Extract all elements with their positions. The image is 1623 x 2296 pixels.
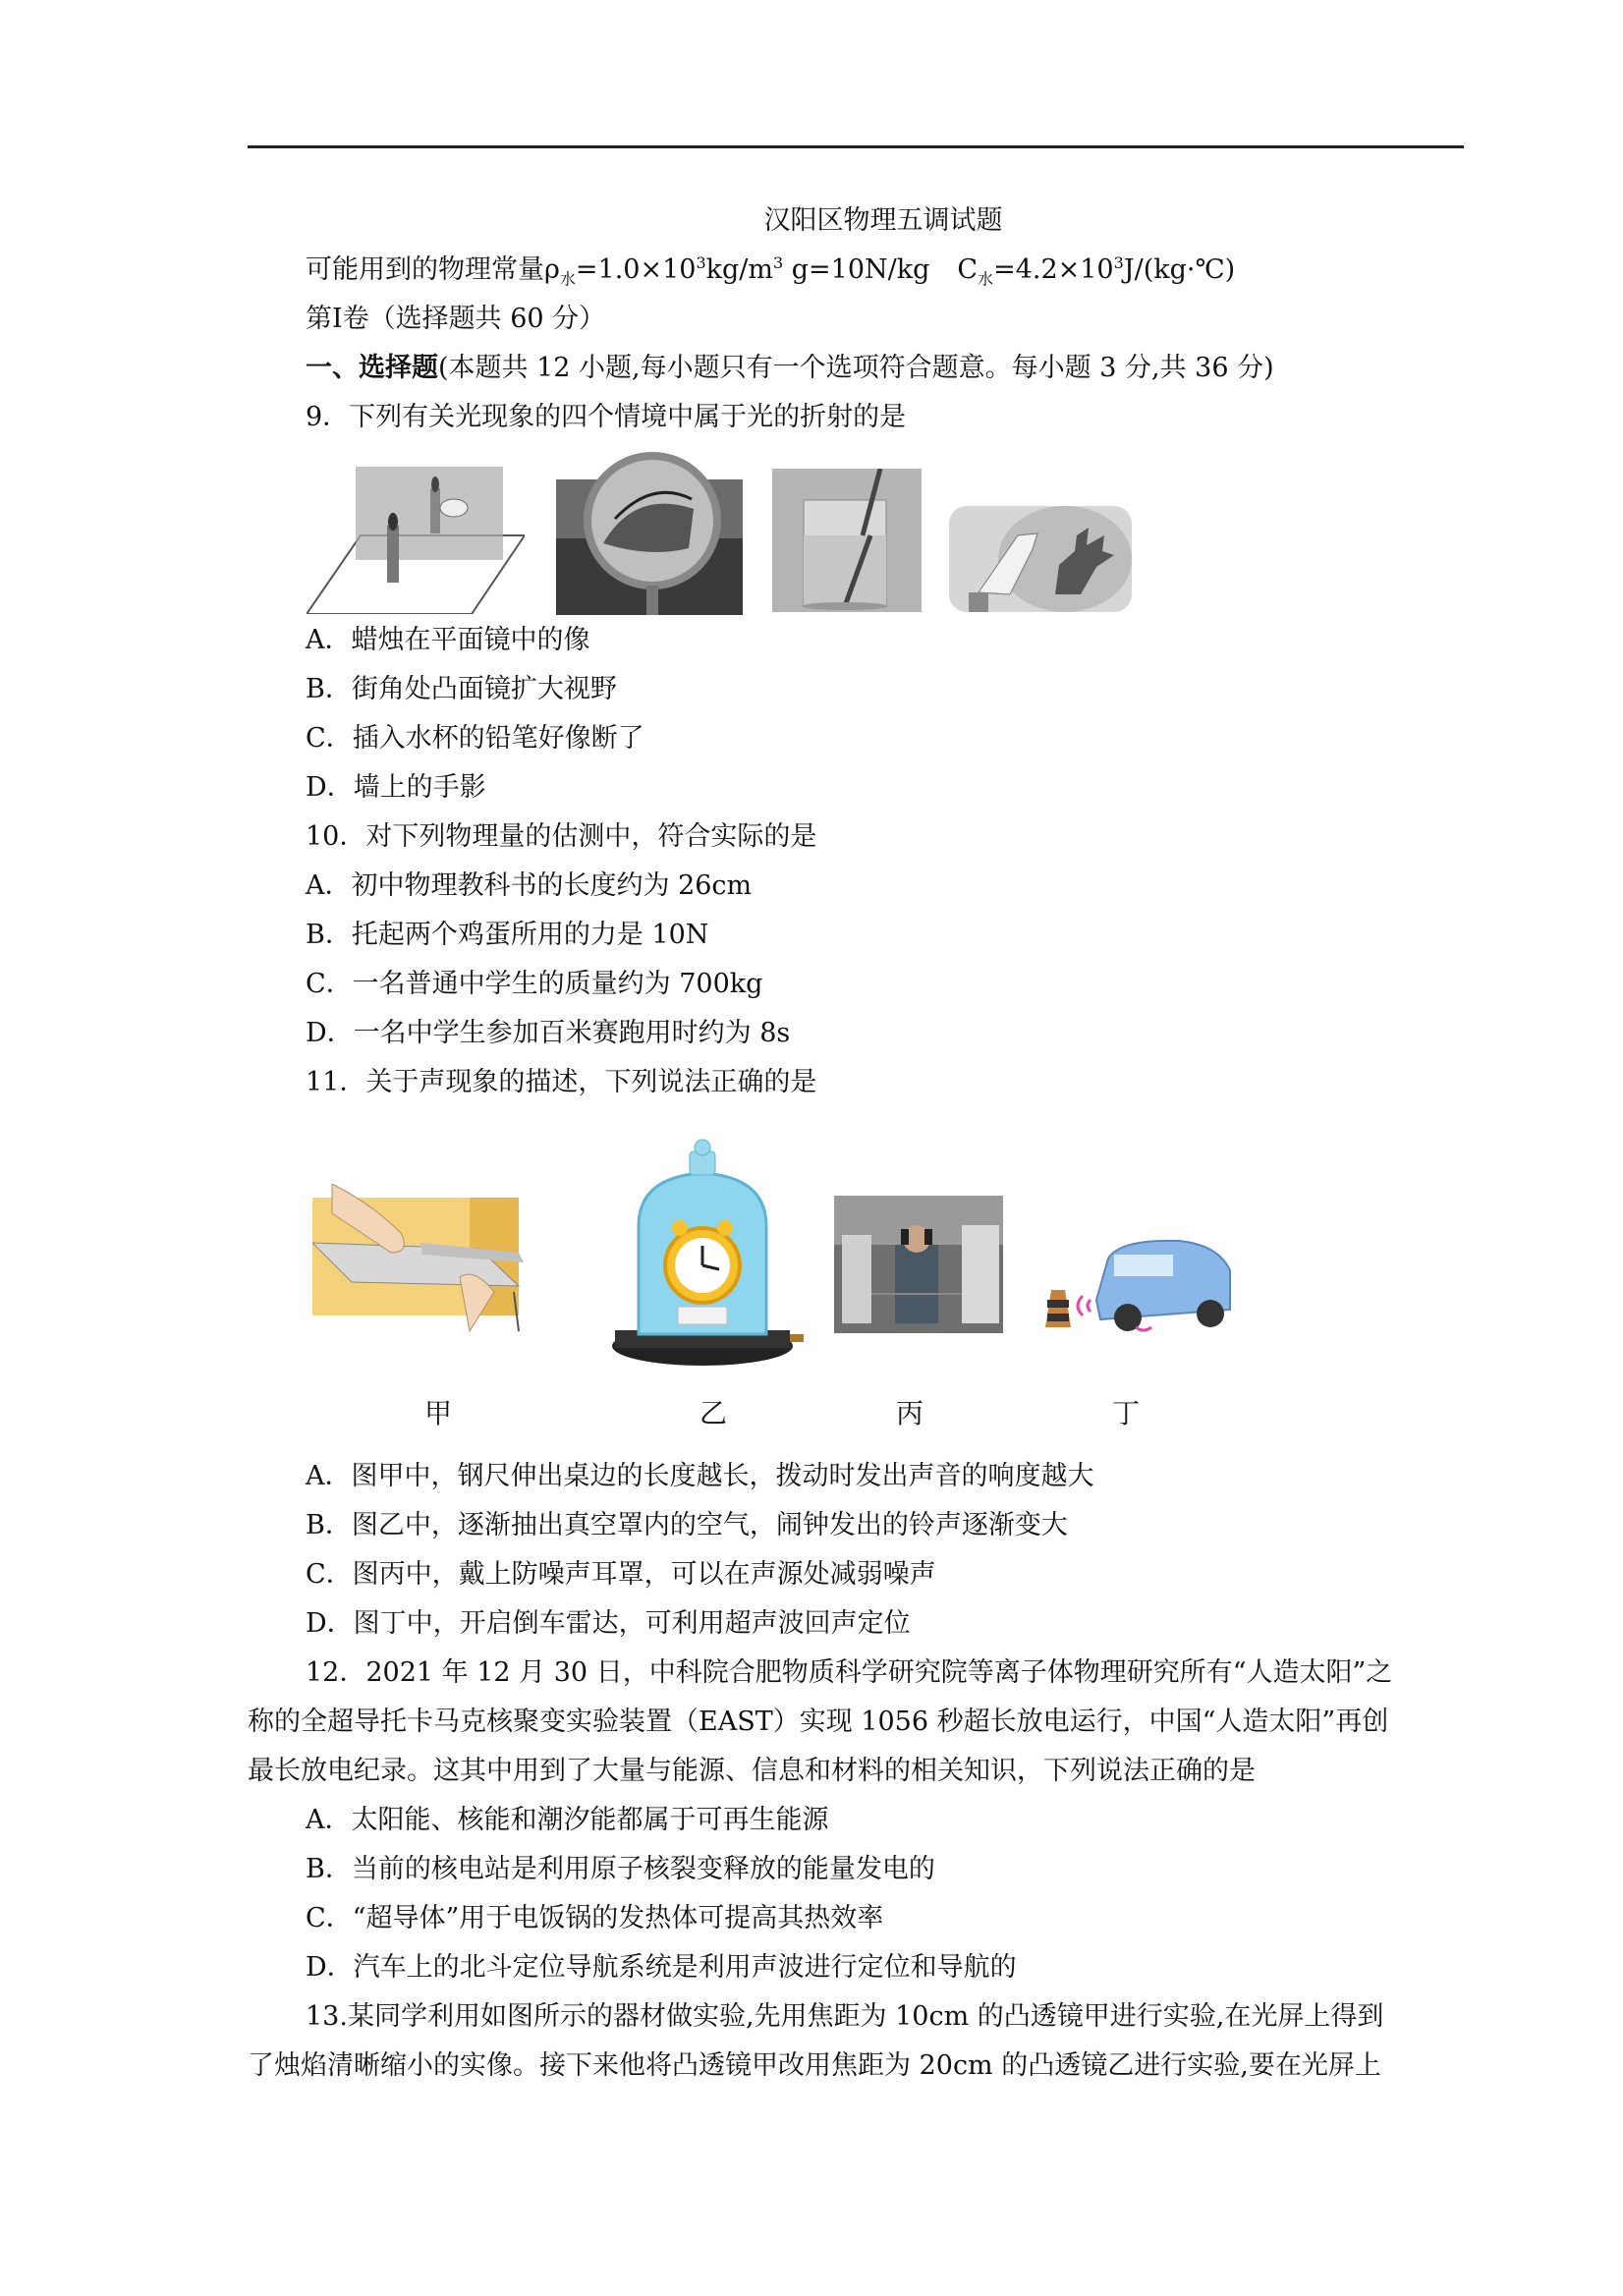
ruler-on-table-image [312, 1184, 531, 1346]
constants-line [306, 253, 1235, 287]
section-heading [306, 352, 1274, 385]
q9-option-c: C．插入水杯的铅笔好像断了 [306, 723, 644, 754]
candle-mirror-image [307, 467, 525, 614]
rho-symbol: ρ [544, 254, 560, 285]
caption-jia: 甲 [424, 1397, 453, 1429]
q12-line-1: 12．2021 年 12 月 30 日，中科院合肥物质科学研究院等离子体物理研究所有“人造太阳”之 [306, 1657, 1393, 1688]
q12-line-2: 称的全超导托卡马克核聚变实验装置（EAST）实现 1056 秒超长放电运行，中国“人造太阳”再创 [248, 1707, 1389, 1737]
q10-option-a: A．初中物理教科书的长度约为 26cm [306, 870, 753, 901]
caption-yi: 乙 [700, 1397, 728, 1429]
convex-mirror-image [556, 450, 743, 615]
factory-earmuffs-image [834, 1196, 1003, 1333]
q12-option-d: D．汽车上的北斗定位导航系统是利用声波进行定位和导航的 [306, 1952, 1017, 1983]
page-title: 汉阳区物理五调试题 [763, 205, 1003, 236]
c-subscript: 水 [978, 269, 994, 289]
q13-line-2: 了烛焰清晰缩小的实像。接下来他将凸透镜甲改用焦距为 20cm 的凸透镜乙进行实验,要在光屏上 [248, 2050, 1381, 2081]
rho-exponent: 3 [696, 253, 706, 272]
q9-stem: 9．下列有关光现象的四个情境中属于光的折射的是 [306, 402, 907, 432]
caption-bing: 丙 [896, 1397, 924, 1429]
constants-prefix: 可能用到的物理常量 [306, 254, 544, 285]
reversing-radar-image [1041, 1231, 1234, 1339]
header-rule [248, 145, 1464, 148]
rho-subscript: 水 [559, 269, 576, 289]
rho-unit-exponent: 3 [772, 253, 784, 272]
bell-jar-clock-image [609, 1138, 806, 1370]
q12-option-b: B．当前的核电站是利用原子核裂变释放的能量发电的 [306, 1854, 935, 1884]
rho-value: =1.0×10 [575, 254, 697, 285]
q12-option-a: A．太阳能、核能和潮汐能都属于可再生能源 [306, 1805, 829, 1835]
caption-ding: 丁 [1112, 1397, 1141, 1429]
c-symbol: C [957, 254, 979, 285]
q11-stem: 11．关于声现象的描述，下列说法正确的是 [306, 1067, 817, 1097]
q10-option-b: B．托起两个鸡蛋所用的力是 10N [306, 920, 709, 950]
pencil-in-water-image [772, 469, 922, 612]
c-value: =4.2×10 [993, 254, 1114, 285]
q11-option-c: C．图丙中，戴上防噪声耳罩，可以在声源处减弱噪声 [306, 1559, 936, 1590]
section-desc: (本题共 12 小题,每小题只有一个选项符合题意。每小题 3 分,共 36 分) [438, 353, 1274, 383]
q12-line-3: 最长放电纪录。这其中用到了大量与能源、信息和材料的相关知识，下列说法正确的是 [248, 1756, 1256, 1786]
q9-option-a: A．蜡烛在平面镜中的像 [306, 625, 590, 655]
section-label: 一、选择题 [306, 353, 438, 383]
c-unit: J/(kg·℃) [1123, 254, 1236, 285]
q11-option-d: D．图丁中，开启倒车雷达，可利用超声波回声定位 [306, 1608, 911, 1639]
hand-shadow-image [949, 506, 1132, 612]
q10-option-d: D．一名中学生参加百米赛跑用时约为 8s [306, 1018, 791, 1048]
q13-line-1: 13.某同学利用如图所示的器材做实验,先用焦距为 10cm 的凸透镜甲进行实验,在光屏上得到 [306, 2001, 1384, 2032]
q10-stem: 10．对下列物理量的估测中，符合实际的是 [306, 821, 817, 852]
q12-option-c: C．“超导体”用于电饭锅的发热体可提高其热效率 [306, 1903, 884, 1933]
q9-option-d: D．墙上的手影 [306, 772, 486, 803]
g-constant: g=10N/kg [783, 254, 930, 285]
q9-option-b: B．街角处凸面镜扩大视野 [306, 674, 617, 704]
q10-option-c: C．一名普通中学生的质量约为 700kg [306, 969, 763, 999]
part-heading: 第Ⅰ卷（选择题共 60 分） [306, 304, 606, 334]
q11-option-a: A．图甲中，钢尺伸出桌边的长度越长，拨动时发出声音的响度越大 [306, 1461, 1094, 1491]
c-exponent: 3 [1113, 253, 1124, 272]
q11-option-b: B．图乙中，逐渐抽出真空罩内的空气，闹钟发出的铃声逐渐变大 [306, 1510, 1068, 1540]
rho-unit: kg/m [705, 254, 773, 285]
